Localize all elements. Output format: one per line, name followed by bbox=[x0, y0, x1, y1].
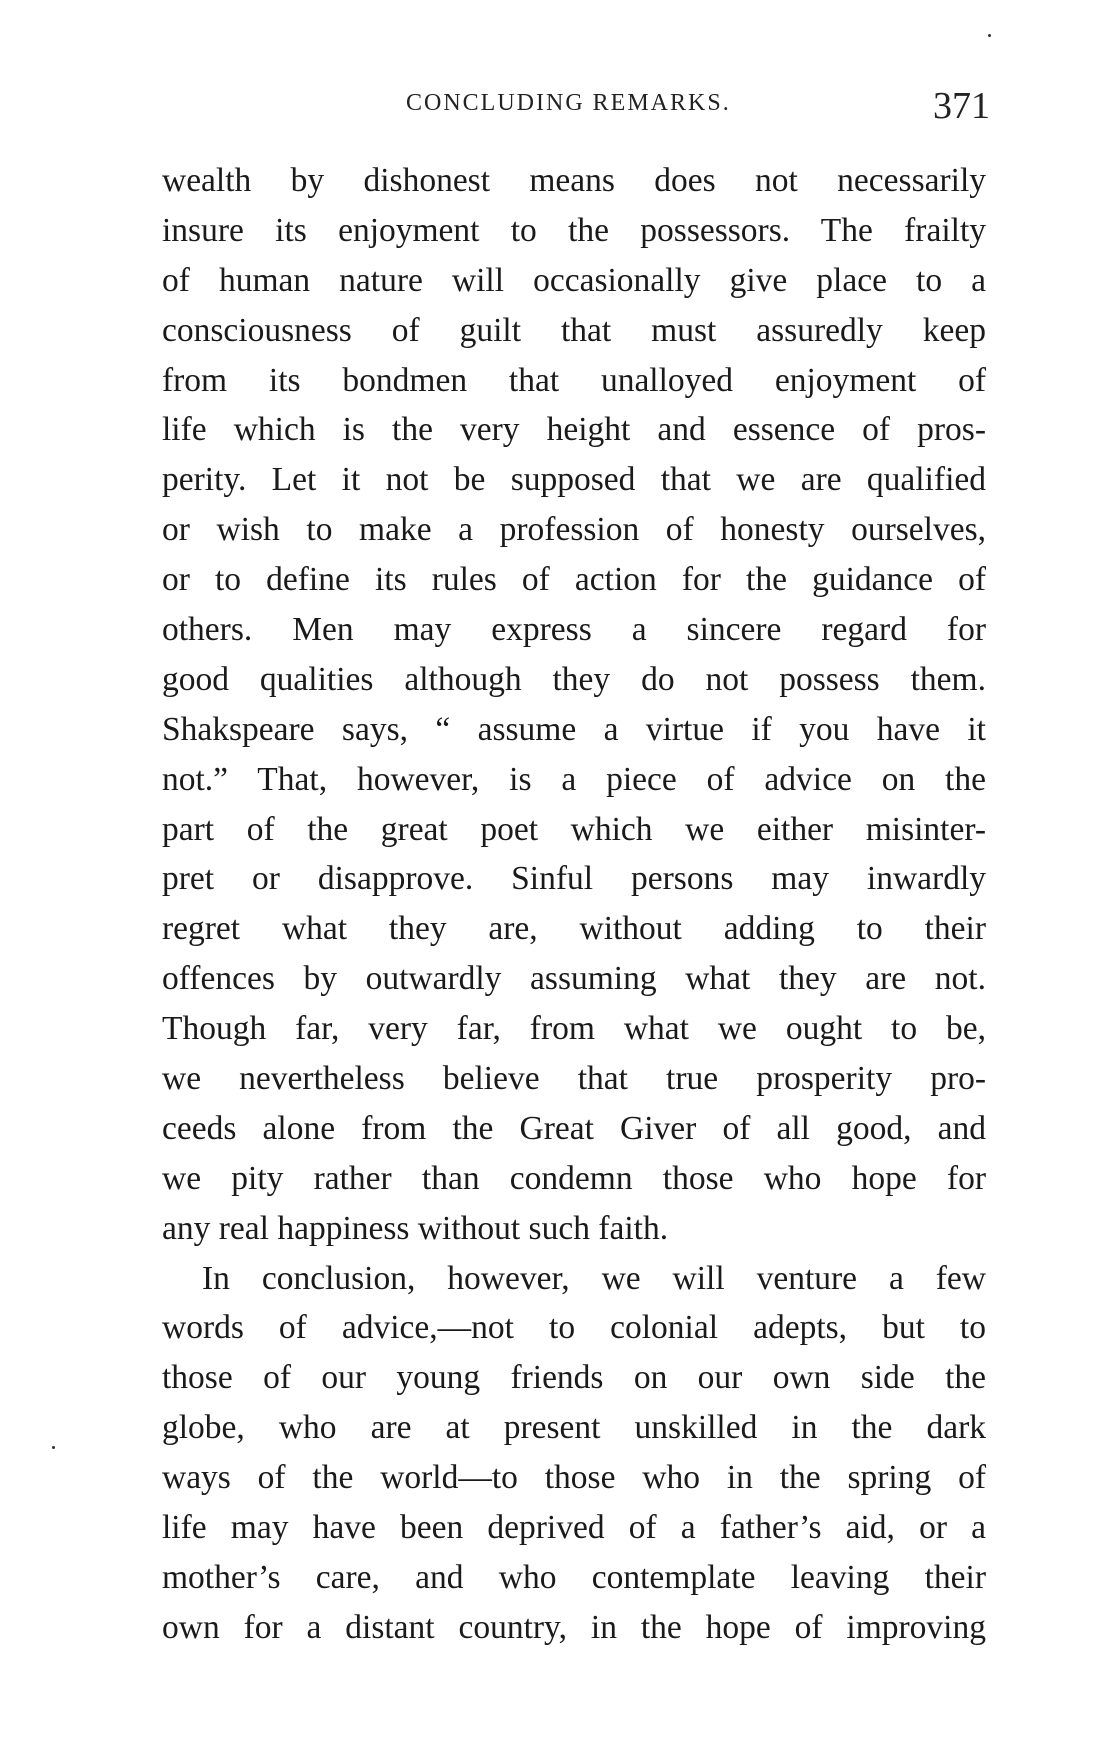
text-line: regret what they are, without adding to their bbox=[162, 910, 986, 948]
text-line: Shakspeare says, “ assume a virtue if you have it bbox=[162, 710, 986, 748]
text-line: Though far, very far, from what we ought to be, bbox=[162, 1010, 986, 1048]
text-line: or to define its rules of action for the guidance of bbox=[162, 561, 986, 599]
text-line: we nevertheless believe that true prosperity pro- bbox=[162, 1060, 986, 1098]
running-title: CONCLUDING REMARKS. bbox=[406, 90, 731, 116]
text-line: perity. Let it not be supposed that we are qualified bbox=[162, 461, 986, 499]
text-line: life which is the very height and essence of pros- bbox=[162, 411, 986, 449]
text-line: good qualities although they do not possess them. bbox=[162, 660, 986, 698]
page-number: 371 bbox=[933, 85, 990, 127]
paragraph-end-line: any real happiness without such faith. bbox=[162, 1209, 669, 1247]
text-line: from its bondmen that unalloyed enjoyment of bbox=[162, 361, 986, 399]
text-line: mother’s care, and who contemplate leaving their bbox=[162, 1558, 986, 1596]
text-line: wealth by dishonest means does not necessarily bbox=[162, 162, 986, 199]
text-line: part of the great poet which we either misinter- bbox=[162, 810, 986, 848]
text-line: ceeds alone from the Great Giver of all good, and bbox=[162, 1109, 986, 1147]
text-line: own for a distant country, in the hope of improving bbox=[162, 1608, 986, 1646]
text-line: of human nature will occasionally give place to a bbox=[162, 261, 986, 299]
paragraph-start-line: In conclusion, however, we will venture a few bbox=[202, 1259, 986, 1297]
text-line: consciousness of guilt that must assuredly keep bbox=[162, 311, 986, 349]
print-speck bbox=[52, 1446, 55, 1449]
text-line: insure its enjoyment to the possessors. The frailty bbox=[162, 211, 986, 249]
body-text bbox=[162, 156, 986, 1653]
text-line: we pity rather than condemn those who hope for bbox=[162, 1159, 986, 1197]
text-line: or wish to make a profession of honesty ourselves, bbox=[162, 511, 986, 549]
text-line: globe, who are at present unskilled in the dark bbox=[162, 1409, 986, 1447]
text-line: offences by outwardly assuming what they are not. bbox=[162, 960, 986, 998]
text-line: not.” That, however, is a piece of advice on the bbox=[162, 760, 986, 798]
text-line: life may have been deprived of a father’s aid, or a bbox=[162, 1509, 986, 1547]
text-line: words of advice,—not to colonial adepts, but to bbox=[162, 1309, 986, 1347]
print-speck bbox=[988, 34, 991, 37]
text-line: others. Men may express a sincere regard for bbox=[162, 611, 986, 649]
text-line: pret or disapprove. Sinful persons may inwardly bbox=[162, 860, 986, 898]
text-line: ways of the world—to those who in the spring of bbox=[162, 1459, 986, 1497]
text-line: those of our young friends on our own side the bbox=[162, 1359, 986, 1397]
page-header bbox=[160, 84, 990, 134]
